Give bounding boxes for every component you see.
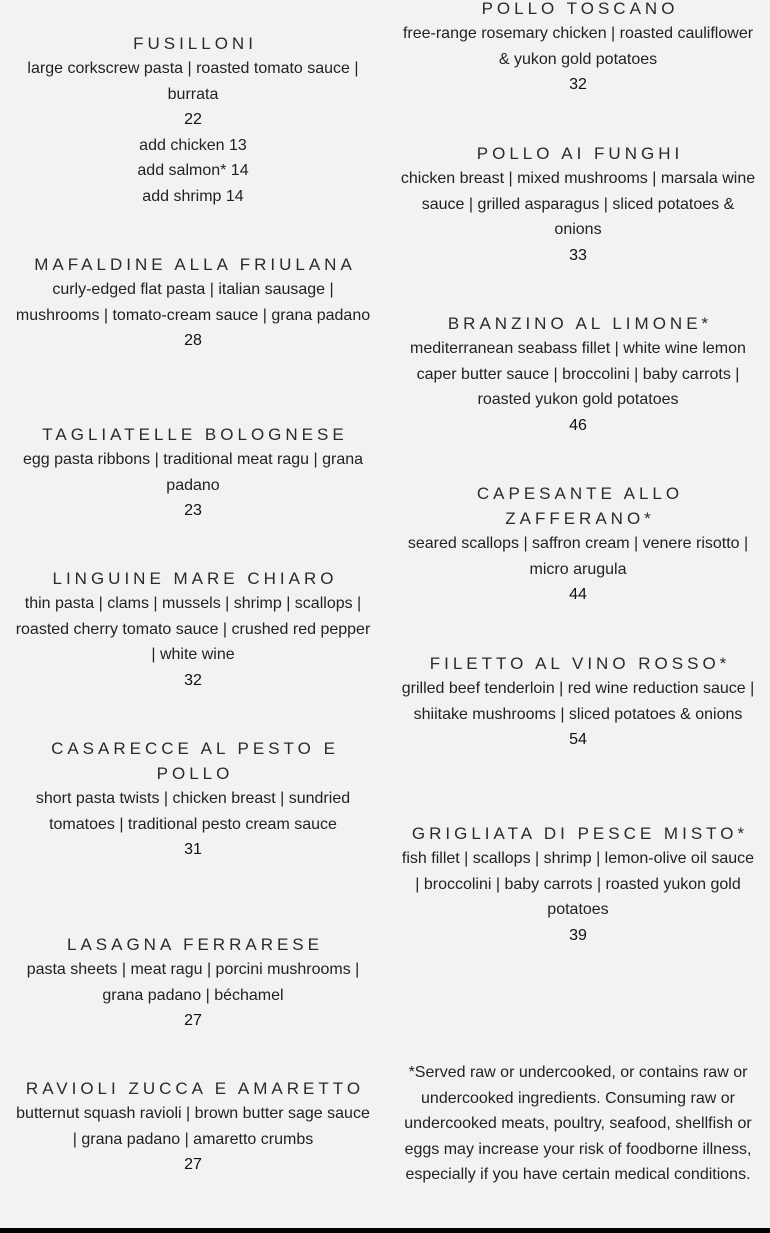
dish-name: FILETTO AL VINO ROSSO* (429, 654, 731, 673)
dish-description: pasta sheets | meat ragu | porcini mushrooms | grana padano | béchamel (26, 961, 360, 1004)
menu-item-ravioli (15, 1076, 371, 1178)
menu-item-capesante (400, 481, 756, 608)
dish-name: LINGUINE MARE CHIARO (52, 569, 338, 588)
dish-price: 46 (569, 416, 587, 434)
dish-price: 32 (184, 671, 202, 689)
dish-price: 32 (569, 76, 587, 93)
raw-food-disclaimer: *Served raw or undercooked, or contains raw or undercooked ingredients. Consuming raw or undercooked meats, poultry, seafood, shellfish or eggs may increase your risk of foodborne illness, especially if you have certain medical conditions. (404, 1064, 752, 1183)
dish-price: 44 (569, 586, 587, 603)
dish-name: TAGLIATELLE BOLOGNESE (42, 425, 348, 444)
dish-price: 22 (184, 111, 202, 128)
menu-item-pollo-toscano (400, 0, 756, 98)
dish-price: 39 (569, 926, 587, 944)
menu-item-casarecce (15, 736, 371, 863)
menu-item-fusilloni (15, 31, 371, 209)
dish-name: RAVIOLI ZUCCA E AMARETTO (25, 1079, 365, 1098)
dish-name: FUSILLONI (133, 34, 257, 53)
dish-name: GRIGLIATA DI PESCE MISTO* (411, 824, 749, 843)
dish-description: egg pasta ribbons | traditional meat ragu | grana padano (22, 451, 364, 494)
dish-name: CAPESANTE ALLO ZAFFERANO* (476, 484, 684, 528)
dish-description: free-range rosemary chicken | roasted cauliflower & yukon gold potatoes (402, 25, 754, 68)
menu-item-grigliata (400, 821, 756, 948)
dish-price: 33 (569, 246, 587, 264)
dish-description: thin pasta | clams | mussels | shrimp | scallops | roasted cherry tomato sauce | crushed red pepper | white wine (15, 595, 371, 663)
menu-item-filetto (400, 651, 756, 753)
menu-item-mafaldine (15, 252, 371, 354)
dish-price: 54 (569, 731, 587, 748)
dish-name: MAFALDINE ALLA FRIULANA (34, 255, 356, 274)
dish-description: chicken breast | mixed mushrooms | marsala wine sauce | grilled asparagus | sliced potatoes & onions (400, 170, 756, 238)
menu-item-tagliatelle (15, 422, 371, 524)
dish-name: LASAGNA FERRARESE (66, 935, 323, 954)
dish-price: 27 (184, 1012, 202, 1029)
dish-description: mediterranean seabass fillet | white wine lemon caper butter sauce | broccolini | baby carrots | roasted yukon gold potatoes (410, 340, 746, 408)
dish-price: 27 (184, 1156, 202, 1173)
dish-addon: add shrimp 14 (142, 187, 244, 205)
menu-item-lasagna (15, 932, 371, 1034)
menu-item-branzino (400, 311, 756, 438)
dish-addon: add salmon* 14 (137, 162, 249, 179)
dish-description: large corkscrew pasta | roasted tomato sauce | burrata (27, 60, 359, 103)
dish-name: CASARECCE AL PESTO E POLLO (51, 739, 339, 783)
dish-description: fish fillet | scallops | shrimp | lemon-olive oil sauce | broccolini | baby carrots | roasted yukon gold potatoes (401, 850, 755, 918)
dish-name: POLLO AI FUNGHI (476, 144, 684, 163)
bottom-edge-bar (0, 1228, 770, 1233)
dish-description: seared scallops | saffron cream | venere risotto | micro arugula (407, 535, 749, 578)
dish-description: short pasta twists | chicken breast | sundried tomatoes | traditional pesto cream sauce (35, 790, 351, 833)
menu-item-linguine (15, 566, 371, 693)
dish-description: butternut squash ravioli | brown butter sage sauce | grana padano | amaretto crumbs (16, 1105, 370, 1148)
dish-price: 23 (184, 502, 202, 519)
dish-name: POLLO TOSCANO (481, 0, 679, 18)
dish-price: 31 (184, 841, 202, 858)
dish-name: BRANZINO AL LIMONE* (447, 314, 713, 333)
dish-description: grilled beef tenderloin | red wine reduction sauce | shiitake mushrooms | sliced potatoes & onions (401, 680, 755, 723)
dish-description: curly-edged flat pasta | italian sausage | mushrooms | tomato-cream sauce | grana padano (15, 281, 371, 324)
dish-price: 28 (184, 332, 202, 349)
menu-item-pollo-funghi (400, 141, 756, 268)
dish-addon: add chicken 13 (139, 136, 247, 154)
